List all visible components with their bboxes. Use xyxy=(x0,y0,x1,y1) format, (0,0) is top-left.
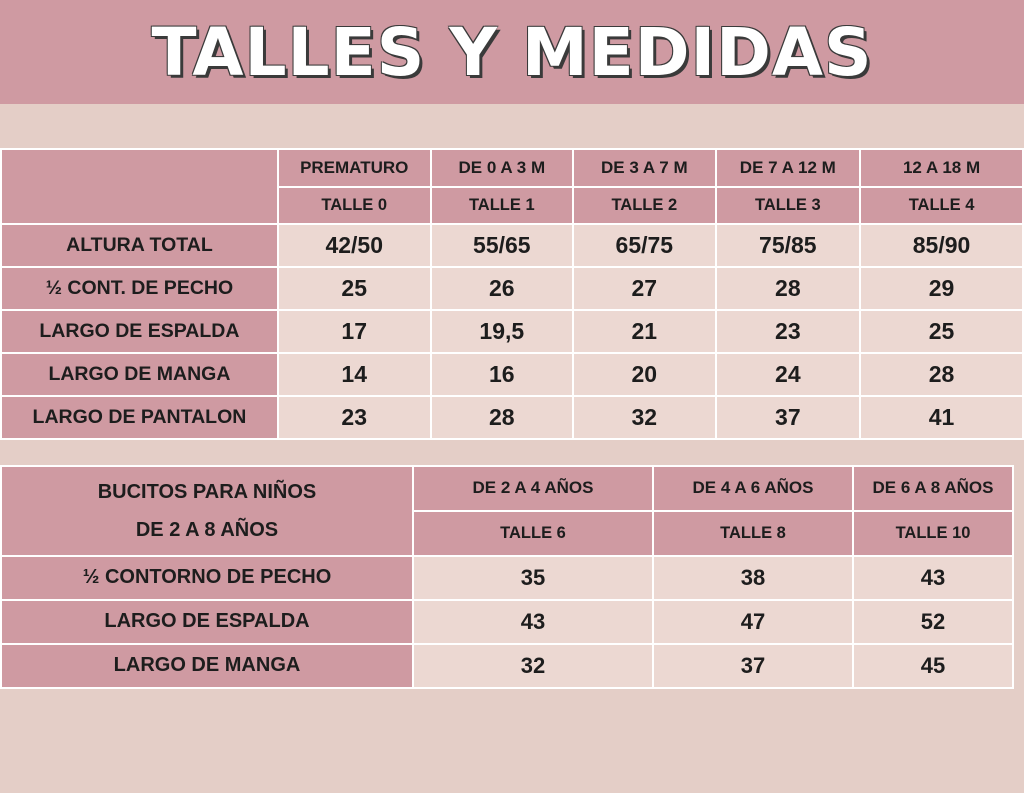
size-header-cell: TALLE 6 xyxy=(413,511,653,556)
age-header-cell: DE 3 A 7 M xyxy=(573,149,716,187)
measure-value: 21 xyxy=(573,310,716,353)
size-header-cell: TALLE 1 xyxy=(431,187,574,224)
size-header-cell: TALLE 8 xyxy=(653,511,853,556)
measure-value: 19,5 xyxy=(431,310,574,353)
measure-label: LARGO DE ESPALDA xyxy=(1,310,278,353)
measure-label: ½ CONT. DE PECHO xyxy=(1,267,278,310)
size-header-cell: TALLE 3 xyxy=(716,187,861,224)
measure-value: 14 xyxy=(278,353,431,396)
measure-value: 45 xyxy=(853,644,1013,688)
measure-value: 26 xyxy=(431,267,574,310)
table-row xyxy=(1,224,1023,267)
measure-value: 43 xyxy=(853,556,1013,600)
table-row xyxy=(1,644,1013,688)
measure-value: 37 xyxy=(716,396,861,439)
measure-value: 55/65 xyxy=(431,224,574,267)
age-header-cell: PREMATURO xyxy=(278,149,431,187)
measure-value: 47 xyxy=(653,600,853,644)
size-header-cell: TALLE 4 xyxy=(860,187,1023,224)
measure-label: ALTURA TOTAL xyxy=(1,224,278,267)
measure-label: LARGO DE PANTALON xyxy=(1,396,278,439)
kids-intro-line-2: DE 2 A 8 AÑOS xyxy=(135,518,279,541)
measure-value: 28 xyxy=(431,396,574,439)
babies-table-section xyxy=(0,148,1024,440)
size-header-cell: TALLE 2 xyxy=(573,187,716,224)
table-row xyxy=(1,310,1023,353)
table-row xyxy=(1,556,1013,600)
measure-value: 25 xyxy=(860,310,1023,353)
measure-value: 41 xyxy=(860,396,1023,439)
table-row xyxy=(1,267,1023,310)
table-row-age-headers xyxy=(1,149,1023,187)
measure-value: 17 xyxy=(278,310,431,353)
measure-value: 20 xyxy=(573,353,716,396)
measure-label: ½ CONTORNO DE PECHO xyxy=(1,556,413,600)
measure-value: 25 xyxy=(278,267,431,310)
measure-value: 75/85 xyxy=(716,224,861,267)
measure-value: 35 xyxy=(413,556,653,600)
measure-value: 38 xyxy=(653,556,853,600)
table-row xyxy=(1,600,1013,644)
measure-label: LARGO DE MANGA xyxy=(1,644,413,688)
measure-value: 37 xyxy=(653,644,853,688)
table-row-age-headers xyxy=(1,466,1013,511)
page-title: TALLES Y MEDIDAS xyxy=(151,13,873,91)
measure-value: 32 xyxy=(573,396,716,439)
age-header-cell: DE 6 A 8 AÑOS xyxy=(853,466,1013,511)
measure-value: 28 xyxy=(860,353,1023,396)
measure-value: 23 xyxy=(278,396,431,439)
measure-value: 52 xyxy=(853,600,1013,644)
babies-size-table xyxy=(0,148,1024,440)
measure-value: 32 xyxy=(413,644,653,688)
measure-value: 43 xyxy=(413,600,653,644)
age-header-cell: DE 7 A 12 M xyxy=(716,149,861,187)
babies-table-corner xyxy=(1,149,278,224)
kids-table-intro xyxy=(1,466,413,556)
measure-value: 16 xyxy=(431,353,574,396)
measure-value: 28 xyxy=(716,267,861,310)
measure-value: 85/90 xyxy=(860,224,1023,267)
measure-value: 23 xyxy=(716,310,861,353)
age-header-cell: DE 2 A 4 AÑOS xyxy=(413,466,653,511)
measure-value: 27 xyxy=(573,267,716,310)
table-row xyxy=(1,396,1023,439)
measure-value: 65/75 xyxy=(573,224,716,267)
title-banner xyxy=(0,0,1024,104)
measure-value: 24 xyxy=(716,353,861,396)
kids-intro-line-1: BUCITOS PARA NIÑOS xyxy=(97,480,317,503)
kids-table-section xyxy=(0,465,1024,689)
measure-value: 29 xyxy=(860,267,1023,310)
age-header-cell: DE 4 A 6 AÑOS xyxy=(653,466,853,511)
size-header-cell: TALLE 0 xyxy=(278,187,431,224)
kids-size-table xyxy=(0,465,1014,689)
measure-label: LARGO DE MANGA xyxy=(1,353,278,396)
table-row xyxy=(1,353,1023,396)
measure-label: LARGO DE ESPALDA xyxy=(1,600,413,644)
measure-value: 42/50 xyxy=(278,224,431,267)
age-header-cell: 12 A 18 M xyxy=(860,149,1023,187)
age-header-cell: DE 0 A 3 M xyxy=(431,149,574,187)
size-header-cell: TALLE 10 xyxy=(853,511,1013,556)
